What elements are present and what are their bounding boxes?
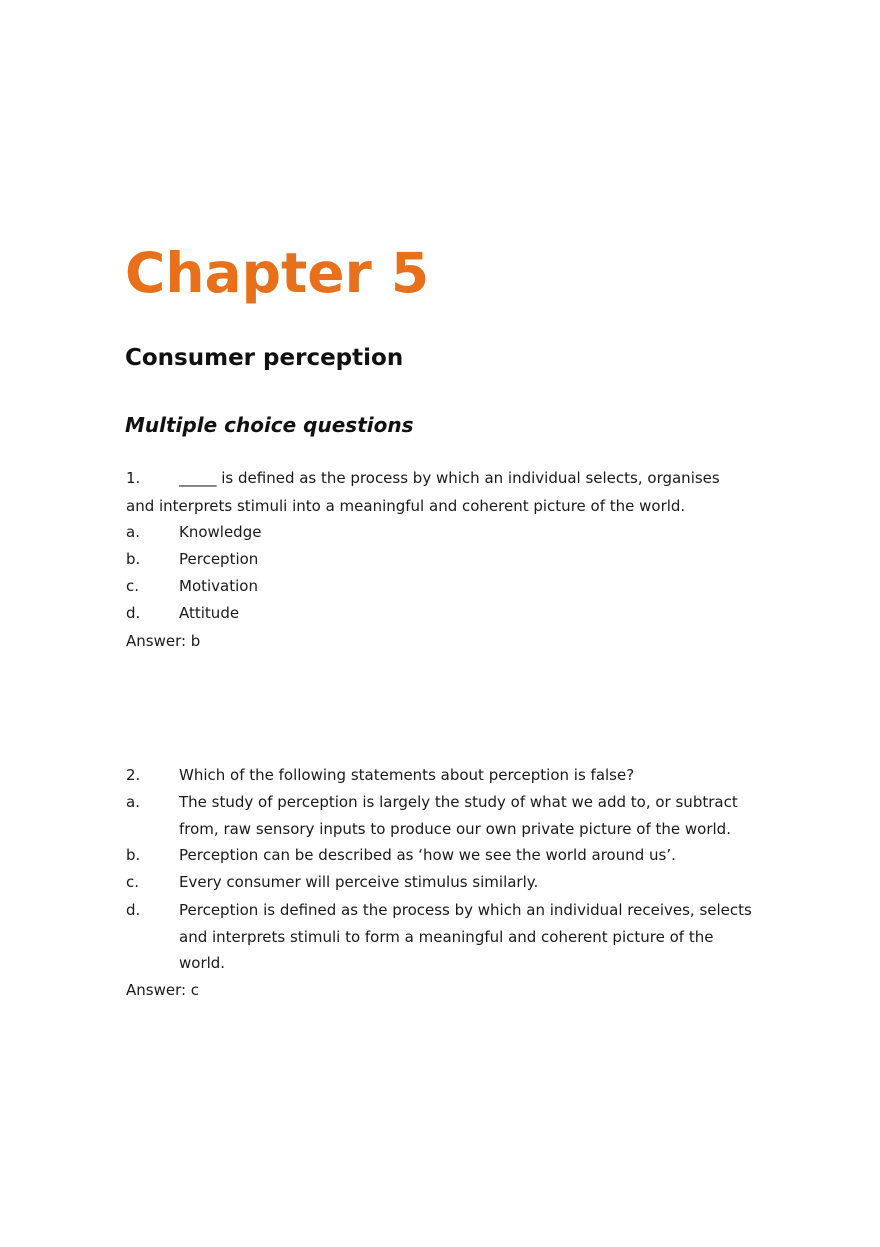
answer: Answer: b [126,632,201,650]
option-letter: c. [126,577,140,595]
option-text: Motivation [179,577,258,595]
chapter-subtitle: Consumer perception [125,345,404,371]
option-text: Perception [179,550,259,568]
option-letter: a. [126,793,140,811]
option-text-continued: world. [179,954,226,972]
option-text: Knowledge [179,523,262,541]
section-heading: Multiple choice questions [125,413,414,437]
option-letter: d. [126,901,141,919]
question-number: 2. [126,766,141,784]
question-stem: _____ is defined as the process by which an individual selects, organises [179,469,720,487]
option-letter: b. [126,550,141,568]
option-text: Perception is defined as the process by which an individual receives, selects [179,901,752,919]
option-text: Every consumer will perceive stimulus similarly. [179,873,539,891]
option-text: Attitude [179,604,240,622]
answer: Answer: c [126,981,200,999]
option-text: Perception can be described as ‘how we see the world around us’. [179,846,676,864]
question-stem-continued: and interprets stimuli into a meaningful and coherent picture of the world. [126,497,686,515]
option-letter: c. [126,873,140,891]
question-stem: Which of the following statements about perception is false? [179,766,635,784]
question-number: 1. [126,469,141,487]
chapter-title: Chapter 5 [125,241,430,305]
option-letter: a. [126,523,140,541]
option-text: The study of perception is largely the study of what we add to, or subtract [179,793,738,811]
option-text-continued: and interprets stimuli to form a meaningful and coherent picture of the [179,928,714,946]
option-letter: b. [126,846,141,864]
option-letter: d. [126,604,141,622]
option-text-continued: from, raw sensory inputs to produce our own private picture of the world. [179,820,731,838]
